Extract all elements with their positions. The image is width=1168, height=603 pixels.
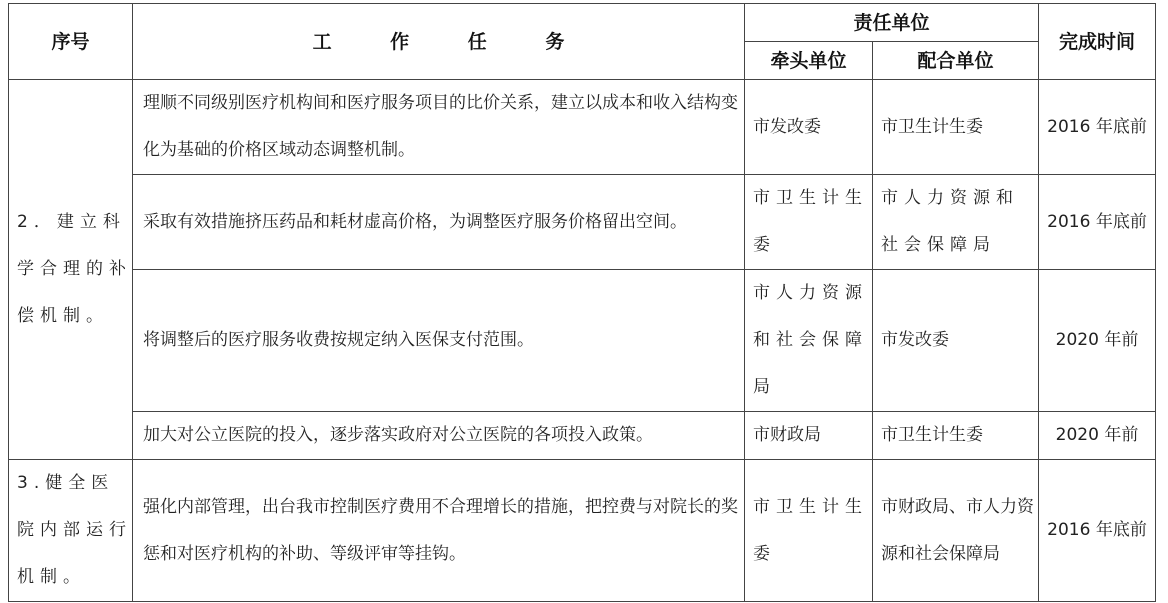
lead-unit-cell: 市卫生计生委	[745, 460, 873, 602]
header-task: 工 作 任 务	[133, 4, 745, 80]
cooperate-unit-cell: 市财政局、市人力资源和社会保障局	[873, 460, 1039, 602]
header-lead: 牵头单位	[745, 42, 873, 80]
cooperate-unit-cell: 市人力资源和社会保障局	[873, 175, 1039, 270]
lead-unit-cell: 市发改委	[745, 80, 873, 175]
lead-unit-cell: 市人力资源和社会保障局	[745, 270, 873, 412]
group-seq: 2．建立科学合理的补偿机制。	[9, 80, 133, 460]
deadline-cell: 2020 年前	[1039, 412, 1156, 460]
lead-unit-cell: 市财政局	[745, 412, 873, 460]
cooperate-unit-cell: 市发改委	[873, 270, 1039, 412]
deadline-cell: 2016 年底前	[1039, 175, 1156, 270]
task-cell: 理顺不同级别医疗机构间和医疗服务项目的比价关系，建立以成本和收入结构变化为基础的价格区域动态调整机制。	[133, 80, 745, 175]
task-cell: 加大对公立医院的投入，逐步落实政府对公立医院的各项投入政策。	[133, 412, 745, 460]
header-cooperate: 配合单位	[873, 42, 1039, 80]
group-seq: 3.健全医院内部运行机制。	[9, 460, 133, 602]
header-responsible: 责任单位	[745, 4, 1039, 42]
deadline-cell: 2016 年底前	[1039, 460, 1156, 602]
deadline-cell: 2016 年底前	[1039, 80, 1156, 175]
header-deadline: 完成时间	[1039, 4, 1156, 80]
header-seq: 序号	[9, 4, 133, 80]
lead-unit-cell: 市卫生计生委	[745, 175, 873, 270]
task-cell: 将调整后的医疗服务收费按规定纳入医保支付范围。	[133, 270, 745, 412]
task-cell: 强化内部管理，出台我市控制医疗费用不合理增长的措施，把控费与对院长的奖惩和对医疗机构的补助、等级评审等挂钩。	[133, 460, 745, 602]
task-cell: 采取有效措施挤压药品和耗材虚高价格，为调整医疗服务价格留出空间。	[133, 175, 745, 270]
deadline-cell: 2020 年前	[1039, 270, 1156, 412]
work-task-table	[8, 3, 1156, 602]
cooperate-unit-cell: 市卫生计生委	[873, 80, 1039, 175]
cooperate-unit-cell: 市卫生计生委	[873, 412, 1039, 460]
